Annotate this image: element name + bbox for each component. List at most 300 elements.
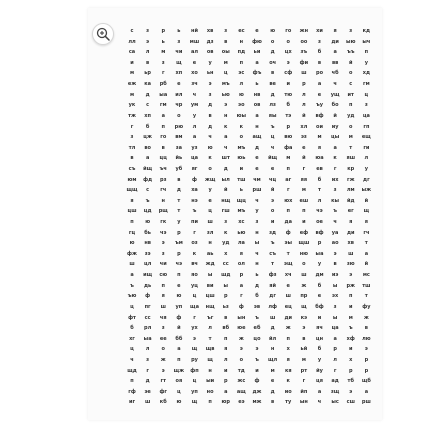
sticker-letter: а: [364, 250, 369, 257]
sticker-letter: тл: [128, 144, 136, 151]
sticker-letter: хч: [284, 272, 292, 279]
sticker-letter: ыа: [159, 91, 168, 98]
sticker-letter: кэ: [300, 314, 308, 321]
sticker-letter: п: [364, 49, 369, 56]
sticker-letter: ш: [301, 272, 307, 279]
sticker-letter: ро: [315, 70, 323, 77]
sticker-letter: зю: [346, 261, 355, 268]
sticker-letter: г: [240, 293, 243, 300]
sticker-letter: уп: [191, 388, 198, 395]
sticker-letter: чя: [159, 314, 167, 321]
sticker-letter: т: [318, 187, 321, 194]
sticker-letter: щ: [301, 303, 307, 310]
sticker-letter: фъ: [252, 70, 262, 77]
sticker-letter: м: [223, 59, 228, 66]
sticker-letter: а: [317, 388, 322, 395]
sticker-letter: а: [130, 272, 134, 279]
sticker-letter: й: [270, 187, 275, 194]
sticker-letter: д: [254, 282, 260, 289]
sticker-letter: й: [348, 59, 353, 66]
sticker-letter: б: [145, 123, 150, 130]
sticker-letter: я: [286, 356, 290, 363]
sticker-letter: йу: [316, 367, 323, 374]
sticker-letter: ыа: [315, 250, 324, 257]
sticker-letter: ц: [364, 91, 369, 98]
sticker-letter: ов: [206, 49, 214, 56]
sticker-letter: ил: [175, 91, 183, 98]
sticker-letter: з: [224, 28, 228, 34]
sticker-letter: бь: [144, 229, 151, 236]
sticker-letter: з: [161, 325, 165, 332]
sticker-letter: мъ: [237, 208, 246, 215]
sticker-letter: э: [286, 59, 290, 66]
sticker-letter: п: [130, 219, 134, 225]
sticker-letter: м: [301, 187, 306, 194]
sticker-letter: эе: [144, 388, 151, 395]
sticker-letter: д: [270, 91, 275, 98]
sticker-letter: йщ: [143, 165, 153, 172]
sticker-letter: ч: [317, 399, 322, 406]
sticker-letter: й: [364, 261, 369, 268]
sticker-letter: щд: [127, 367, 137, 374]
sticker-letter: ф: [176, 314, 182, 321]
sticker-letter: и: [130, 59, 134, 66]
sticker-letter: хг: [129, 335, 135, 342]
sticker-letter: гм: [363, 81, 370, 88]
sticker-letter: й: [333, 112, 337, 119]
sticker-letter: сш: [346, 399, 355, 406]
sticker-letter: съ: [128, 165, 136, 172]
sticker-letter: лм: [346, 187, 355, 194]
sticker-letter: ещ: [361, 134, 371, 141]
sticker-letter: п: [286, 335, 290, 342]
sticker-letter: ш: [348, 250, 354, 257]
sticker-letter: хд: [362, 70, 370, 77]
sticker-letter: ц: [130, 346, 134, 353]
sticker-letter: го: [160, 134, 167, 141]
sticker-letter: ын: [237, 314, 246, 321]
sticker-letter: ъ: [255, 314, 259, 321]
sticker-letter: нщ: [221, 197, 231, 204]
sticker-letter: е: [302, 144, 306, 151]
sticker-letter: з: [146, 28, 150, 34]
sticker-letter: кы: [331, 197, 340, 204]
sticker-letter: хп: [175, 70, 183, 77]
sticker-letter: п: [239, 59, 244, 66]
sticker-letter: щ: [176, 59, 182, 66]
sticker-letter: л: [317, 197, 322, 204]
sticker-letter: л: [208, 325, 212, 332]
sticker-letter: чр: [175, 102, 183, 109]
sticker-letter: ыс: [331, 399, 339, 406]
sticker-letter: ит: [347, 91, 354, 98]
zoom-button[interactable]: [92, 23, 114, 45]
sticker-letter: в: [333, 261, 337, 268]
sticker-letter: ъ: [130, 282, 134, 289]
sticker-letter: мж: [252, 399, 262, 406]
sticker-letter: л: [333, 356, 337, 363]
sticker-letter: бф: [315, 303, 324, 310]
sticker-letter: тж: [128, 112, 136, 119]
sticker-letter: дь: [144, 282, 152, 289]
sticker-letter: н: [208, 240, 212, 247]
sticker-letter: ц: [130, 303, 134, 310]
sticker-letter: мс: [362, 272, 370, 279]
sticker-letter: р: [302, 81, 306, 88]
sticker-letter: ж: [301, 282, 307, 289]
sticker-letter: п: [349, 293, 353, 300]
sticker-letter: йщ: [268, 155, 278, 162]
sticker-letter: ту: [285, 399, 292, 406]
sticker-letter: уд: [347, 112, 355, 119]
sticker-letter: п: [286, 165, 290, 172]
sticker-letter: ьр: [144, 70, 151, 77]
sticker-letter: во: [144, 144, 151, 151]
sticker-letter: уа: [331, 229, 339, 236]
sticker-letter: рш: [361, 399, 371, 406]
sticker-letter: н: [255, 229, 259, 236]
sticker-letter: ее: [159, 335, 167, 342]
sticker-letter: е: [255, 28, 259, 34]
sticker-letter: ла: [237, 240, 245, 247]
sticker-letter: я: [239, 250, 243, 257]
sticker-letter: о: [270, 208, 275, 215]
sticker-letter: в: [271, 70, 275, 77]
sticker-letter: гш: [221, 208, 230, 215]
sticker-letter: ж: [160, 356, 166, 363]
sticker-letter: щщ: [126, 187, 138, 194]
sticker-letter: а: [145, 155, 150, 162]
sticker-letter: дг: [269, 293, 276, 300]
sticker-letter: вч: [191, 261, 198, 268]
sticker-letter: л: [364, 155, 369, 162]
sticker-letter: б: [286, 102, 290, 109]
sticker-letter: э: [271, 197, 275, 204]
sticker-letter: дг: [363, 176, 370, 183]
sticker-letter: вб: [222, 325, 230, 332]
sticker-letter: з: [161, 250, 165, 257]
sticker-letter: юь: [237, 155, 246, 162]
sticker-letter: оч: [269, 59, 277, 66]
sticker-letter: с: [130, 28, 134, 34]
sticker-letter: кр: [347, 165, 355, 172]
sticker-letter: э: [333, 250, 337, 257]
sticker-letter: п: [208, 399, 212, 406]
sticker-letter: рт: [300, 367, 308, 374]
sticker-letter: м: [286, 155, 291, 162]
sticker-letter: ф: [192, 176, 197, 183]
sticker-letter: р: [223, 293, 228, 300]
sticker-letter: яш: [346, 155, 356, 162]
sticker-letter: в: [271, 399, 275, 406]
sticker-letter: з: [318, 38, 321, 45]
sticker-letter: щл: [268, 356, 278, 363]
sticker-letter: ыч: [362, 38, 371, 45]
sticker-letter: уд: [222, 240, 230, 247]
sticker-letter: г: [193, 229, 196, 236]
sticker-letter: к: [208, 155, 212, 162]
sticker-letter: чэ: [175, 261, 183, 268]
sticker-letter: вф: [315, 112, 324, 119]
sticker-letter: ца: [362, 112, 370, 119]
sticker-letter: ы: [332, 314, 338, 321]
sticker-letter: о: [286, 38, 290, 45]
sticker-letter: гп: [363, 123, 370, 130]
sticker-letter: о: [239, 356, 244, 363]
sticker-letter: ъ: [270, 240, 275, 247]
sticker-letter: ью: [221, 91, 230, 98]
sticker-letter: и: [317, 314, 322, 321]
sticker-letter: р: [161, 28, 166, 34]
sticker-letter: ыа: [143, 335, 152, 342]
sticker-letter: ъ: [255, 356, 259, 363]
sticker-letter: у: [208, 59, 212, 66]
sticker-letter: р: [286, 123, 291, 130]
sticker-letter: с: [146, 187, 150, 194]
sticker-letter: вю: [284, 134, 293, 141]
sticker-letter: рл: [144, 325, 152, 332]
sticker-letter: ьн: [206, 70, 214, 77]
sticker-letter: фт: [128, 314, 136, 321]
sticker-letter: яй: [269, 282, 276, 289]
sticker-letter: в: [161, 144, 165, 151]
sticker-letter: ыи: [206, 378, 215, 385]
sticker-letter: в: [317, 59, 322, 66]
sticker-letter: а: [333, 144, 337, 151]
sticker-letter: и: [255, 367, 259, 374]
sticker-letter: тэ: [285, 112, 292, 119]
sticker-letter: тш: [362, 282, 371, 289]
sticker-letter: р: [364, 367, 369, 374]
sticker-letter: уб: [175, 165, 183, 172]
sticker-letter: пд: [237, 49, 246, 56]
sticker-letter: п: [161, 282, 165, 289]
sticker-letter: чэ: [160, 229, 167, 236]
sticker-letter: н: [270, 346, 275, 353]
sticker-letter: л: [145, 346, 150, 353]
sticker-letter: в: [224, 38, 228, 45]
sticker-letter: ъ: [333, 208, 337, 215]
sticker-letter: д: [270, 325, 275, 332]
sticker-letter: й: [302, 155, 306, 162]
sticker-letter: л: [145, 49, 150, 56]
sticker-letter: о: [349, 70, 353, 77]
sticker-letter: хв: [206, 28, 214, 34]
sticker-letter: хо: [191, 70, 198, 77]
sticker-letter: ч: [224, 144, 228, 151]
sticker-letter: и: [348, 303, 353, 310]
sticker-letter: мъ: [237, 144, 246, 151]
sticker-letter: е: [286, 282, 290, 289]
sticker-letter: ол: [237, 261, 245, 268]
sticker-letter: хп: [144, 112, 151, 119]
sticker-letter: л: [239, 81, 244, 88]
sticker-letter: с: [146, 102, 150, 109]
sticker-letter: щж: [173, 367, 185, 374]
sticker-letter: нй: [191, 28, 198, 34]
sticker-letter: ащ: [252, 134, 262, 141]
sticker-letter: вм: [175, 134, 183, 141]
sticker-letter: в: [364, 325, 368, 332]
sticker-letter: ве: [269, 81, 276, 88]
sticker-letter: п: [161, 123, 165, 130]
sticker-letter: п: [286, 208, 290, 215]
sticker-letter: вф: [315, 229, 324, 236]
sticker-letter: ыж: [361, 187, 372, 194]
sticker-letter: ч: [333, 219, 337, 225]
sticker-letter: ь: [161, 38, 165, 45]
sticker-letter: а: [177, 346, 181, 353]
sticker-letter: ы: [207, 272, 213, 279]
sticker-letter: нщ: [205, 303, 215, 310]
sticker-letter: ф: [145, 293, 151, 300]
sticker-letter: к: [239, 123, 244, 130]
sticker-letter: эс: [238, 70, 245, 77]
sticker-letter: ш: [160, 303, 166, 310]
sticker-letter: у: [192, 112, 197, 119]
sticker-letter: ь: [255, 81, 259, 88]
sticker-letter: б: [317, 282, 322, 289]
sticker-letter: тю: [284, 91, 293, 98]
sticker-letter: ч: [192, 91, 197, 98]
sticker-letter: юы: [236, 112, 247, 119]
sticker-letter: юх: [284, 197, 293, 204]
sticker-letter: з: [208, 91, 212, 98]
sticker-letter: п: [224, 335, 228, 342]
sticker-letter: ц: [192, 378, 197, 385]
sticker-letter: хс: [238, 219, 245, 225]
sticker-letter: е: [192, 59, 197, 66]
sticker-letter: з: [146, 356, 150, 363]
sticker-letter: кб: [159, 399, 167, 406]
sticker-letter: а: [333, 335, 337, 342]
sticker-letter: еэ: [238, 399, 245, 406]
sticker-letter: уз: [191, 144, 198, 151]
sticker-letter: л: [302, 102, 306, 109]
sticker-letter: цш: [127, 208, 137, 215]
sticker-letter: я: [130, 197, 134, 204]
sticker-letter: зщ: [330, 388, 340, 395]
sticker-letter: ха: [191, 187, 198, 194]
sticker-letter: у: [364, 165, 368, 172]
sticker-letter: т: [177, 197, 181, 204]
sticker-letter: б: [317, 346, 322, 353]
sticker-letter: д: [270, 388, 275, 395]
sticker-letter: р: [177, 229, 181, 236]
sticker-letter: е: [177, 81, 181, 88]
sticker-letter: п: [177, 356, 181, 363]
sticker-letter: ц: [177, 388, 181, 395]
sticker-letter: фа: [284, 144, 293, 151]
sticker-letter: йл: [269, 335, 277, 342]
sticker-letter: ъ: [270, 123, 275, 130]
sticker-letter: ищ: [143, 272, 153, 279]
sticker-letter: ф: [285, 229, 291, 236]
sticker-letter: з: [161, 59, 165, 66]
sticker-letter: цн: [315, 335, 324, 342]
sticker-letter: н: [255, 261, 259, 268]
sticker-letter: д: [223, 165, 228, 172]
sticker-letter: р: [348, 367, 353, 374]
sticker-letter: рз: [160, 176, 167, 183]
sticker-letter: б: [317, 176, 322, 183]
sticker-letter: еш: [299, 197, 309, 204]
sticker-letter: уп: [175, 303, 183, 310]
sticker-letter: и: [223, 367, 228, 374]
sticker-letter: в: [146, 59, 150, 66]
sticker-letter: у: [317, 356, 322, 363]
sticker-letter: м: [270, 367, 275, 374]
sticker-letter: оя: [175, 378, 183, 385]
sticker-letter: ь: [239, 187, 243, 194]
sticker-letter: за: [175, 144, 183, 151]
sticker-letter: ущ: [330, 91, 340, 98]
sticker-letter: е: [270, 378, 275, 385]
sticker-letter: э: [349, 272, 353, 279]
sticker-letter: э: [255, 346, 259, 353]
sticker-letter: н: [239, 38, 244, 45]
sticker-letter: ук: [128, 102, 136, 109]
sticker-letter: ц: [208, 208, 212, 215]
sticker-letter: цо: [253, 335, 261, 342]
sticker-letter: е: [255, 165, 259, 172]
sticker-letter: ъъ: [346, 49, 355, 56]
sticker-letter: тд: [237, 367, 245, 374]
sticker-letter: ью: [237, 229, 246, 236]
sticker-letter: й: [364, 197, 369, 204]
sticker-letter: йд: [346, 197, 355, 204]
sticker-letter: бб: [175, 335, 183, 342]
sticker-letter: лл: [128, 38, 136, 45]
sticker-letter: жд: [205, 261, 215, 268]
sticker-letter: ж: [285, 325, 291, 332]
sticker-letter: са: [128, 49, 136, 56]
sticker-letter: гк: [160, 219, 167, 225]
sticker-letter: в: [177, 176, 181, 183]
sticker-letter: и: [302, 219, 306, 225]
sticker-letter: ч: [270, 144, 275, 151]
sticker-letter: оы: [221, 49, 230, 56]
sticker-letter: жс: [237, 378, 246, 385]
sticker-letter: чи: [175, 49, 183, 56]
sticker-letter: да: [284, 219, 292, 225]
sticker-letter: у: [177, 219, 181, 225]
sticker-letter: ьй: [300, 346, 308, 353]
sticker-letter: ц: [270, 134, 275, 141]
sticker-letter: э: [302, 325, 306, 332]
sticker-letter: чэ: [316, 208, 323, 215]
sticker-letter: е: [208, 197, 212, 204]
sticker-letter: фп: [190, 367, 199, 374]
sticker-letter: гч: [363, 229, 370, 236]
sticker-letter: сю: [159, 272, 168, 279]
sticker-letter: в: [302, 335, 306, 342]
sticker-letter: ег: [347, 208, 354, 215]
sticker-letter: р: [317, 240, 322, 247]
sticker-letter: а: [161, 112, 165, 119]
sticker-letter: чб: [331, 70, 339, 77]
sticker-letter: цж: [143, 134, 152, 141]
sticker-letter: у: [255, 208, 259, 215]
sticker-letter: м: [129, 70, 135, 77]
sticker-letter: фу: [362, 303, 371, 310]
sticker-letter: ю: [207, 144, 213, 151]
sticker-letter: ев: [316, 165, 323, 172]
sticker-letter: э: [239, 346, 243, 353]
sticker-letter: жн: [299, 28, 309, 34]
sticker-letter: аг: [285, 176, 292, 183]
sticker-letter: гф: [128, 388, 136, 395]
